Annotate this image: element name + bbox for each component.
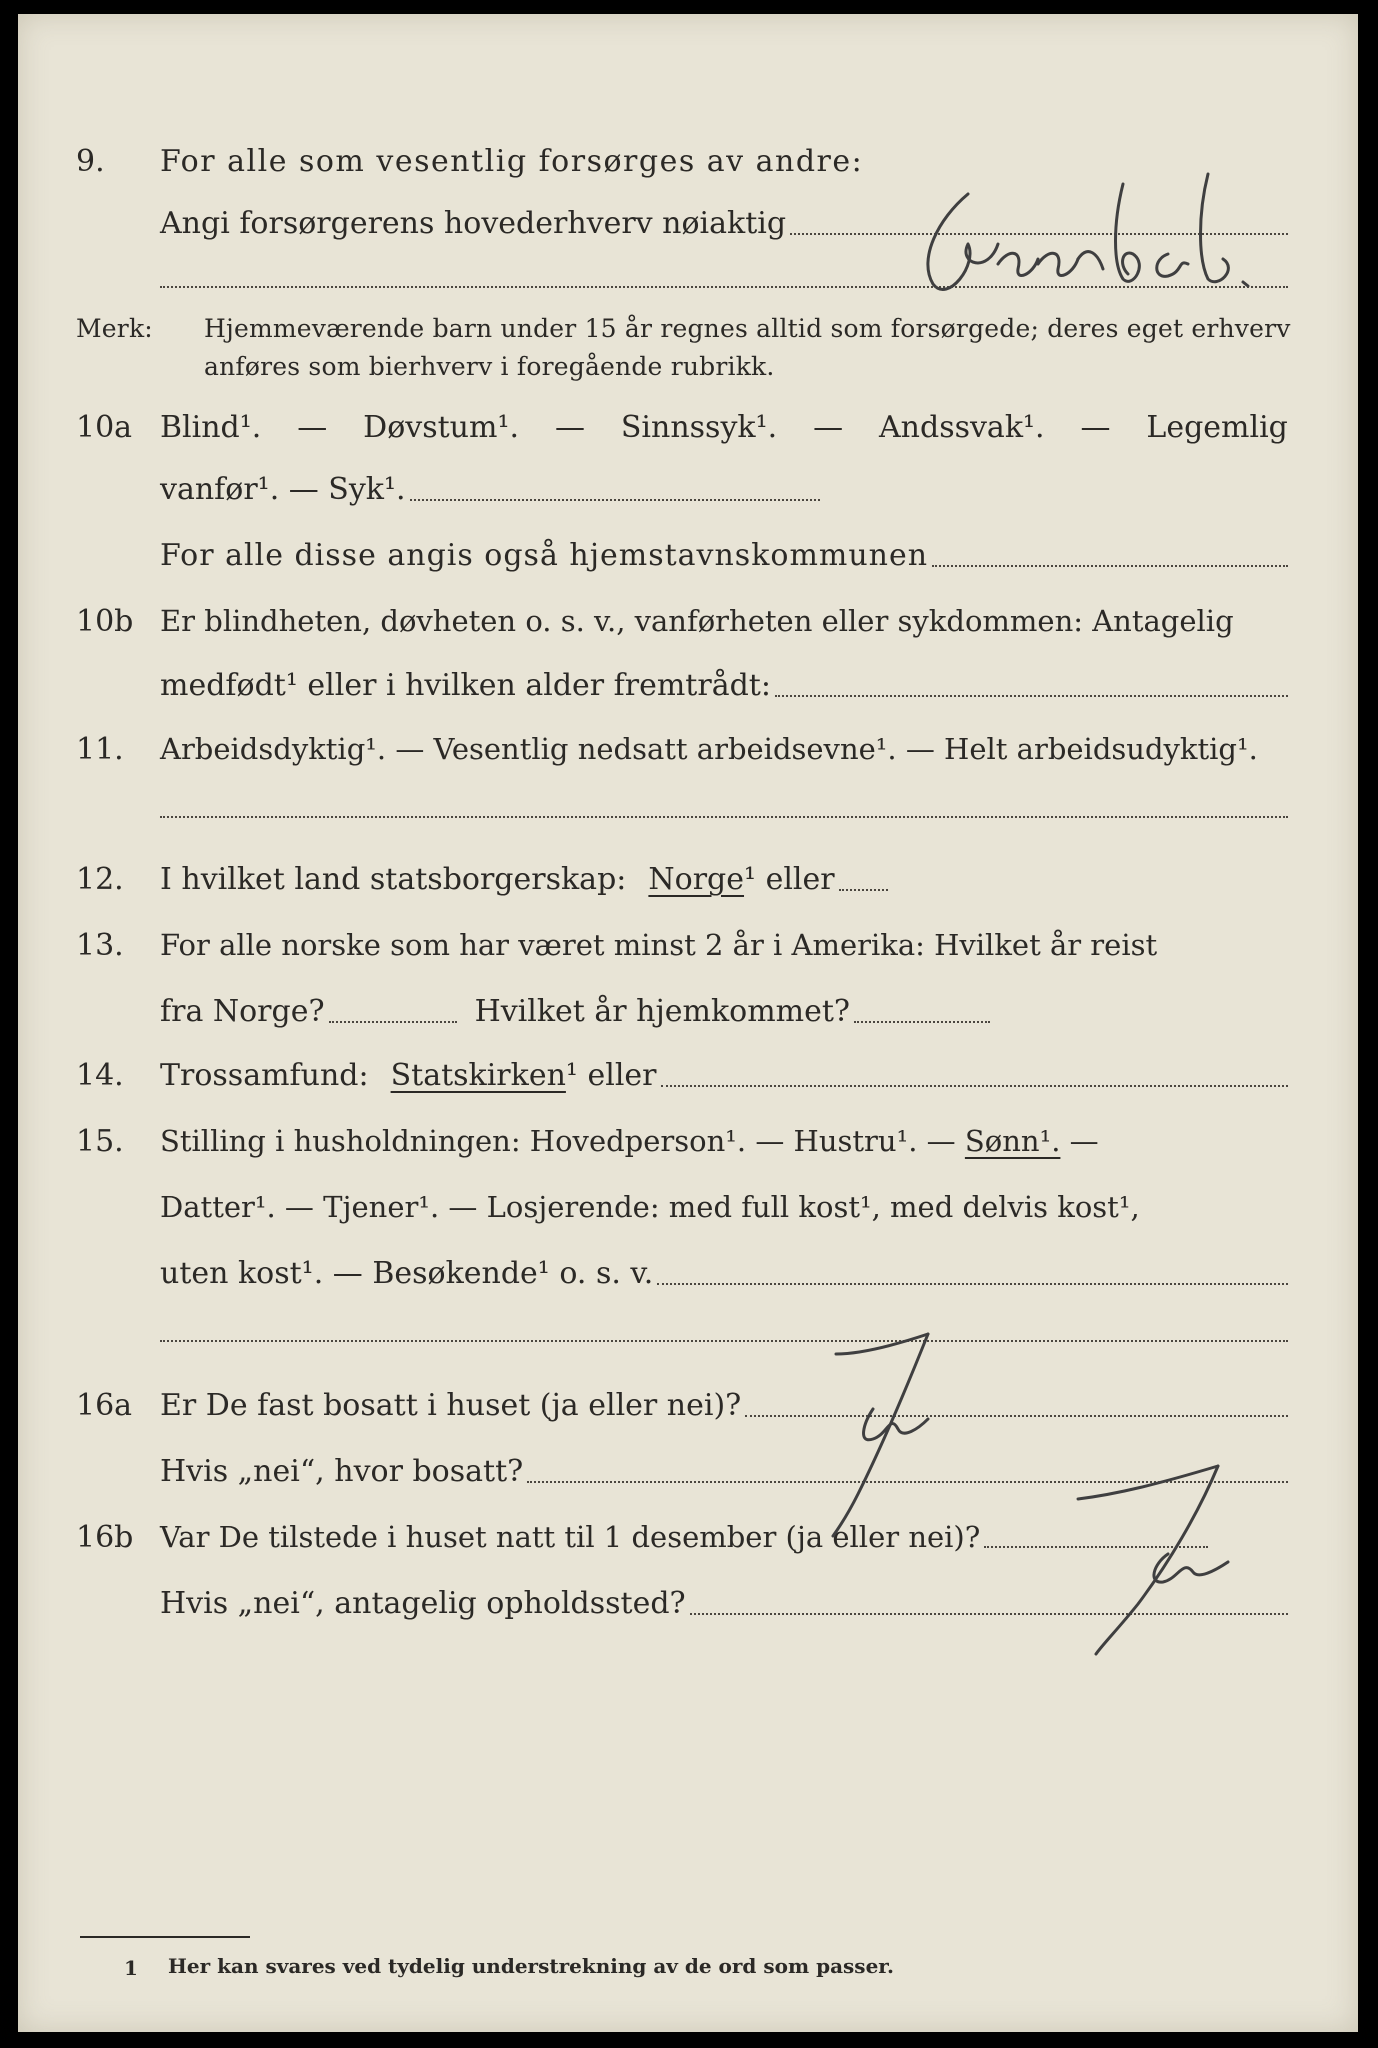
q14-number: 14. [76, 1058, 124, 1093]
q14-suffix: ¹ eller [565, 1058, 657, 1093]
q10a-opt-sinnssyk[interactable]: Sinnssyk¹. [620, 410, 778, 445]
q10a-opt-dovstum[interactable]: Døvstum¹. [363, 410, 520, 445]
q10b-number: 10b [76, 604, 134, 639]
q14-option-statskirken[interactable]: Statskirken [390, 1058, 566, 1093]
q16a-bosatt-line[interactable] [527, 1480, 1288, 1483]
q13-hjemkommet-line[interactable] [854, 1020, 990, 1023]
q11-answer-line[interactable] [160, 816, 1288, 818]
q15-answer-line[interactable] [657, 1282, 1288, 1285]
q14-answer-line[interactable] [661, 1084, 1288, 1087]
footnote-mark: 1 [124, 1956, 138, 1980]
q16b-answer-line[interactable] [984, 1545, 1208, 1548]
q10a-opt-blind[interactable]: Blind¹. [160, 410, 262, 445]
q10a-line2: vanfør¹. — Syk¹. [160, 472, 406, 507]
q16a-number: 16a [76, 1388, 133, 1423]
q9-line2: Angi forsørgerens hovederhverv nøiaktig [160, 206, 787, 241]
q16b-opholdssted-line[interactable] [690, 1612, 1288, 1615]
q13-number: 13. [76, 928, 124, 963]
q15-option-sonn[interactable]: Sønn¹. [964, 1124, 1061, 1158]
q12-prefix: I hvilket land statsborgerskap: [160, 862, 627, 897]
merk-line1: Hjemmeværende barn under 15 år regnes alltid som forsørgede; deres eget erhverv [204, 314, 1291, 343]
q10a-dash-4: — [1080, 410, 1111, 445]
q15-line3: uten kost¹. — Besøkende¹ o. s. v. [160, 1256, 654, 1291]
q10a-options [160, 410, 1288, 445]
q9-answer-line[interactable] [790, 232, 1288, 235]
q13-line2a: fra Norge? [160, 994, 325, 1029]
q16b-number: 16b [76, 1520, 134, 1555]
q12-suffix: ¹ eller [744, 862, 835, 897]
q10a-dash-2: — [554, 410, 585, 445]
q10a-opt-andssvak[interactable]: Andssvak¹. [879, 410, 1045, 445]
q12-answer-line[interactable] [839, 888, 888, 891]
q15-extra-line[interactable] [160, 1340, 1288, 1342]
q13-line1: For alle norske som har været minst 2 år i Amerika: Hvilket år reist [160, 928, 1158, 962]
q9-number: 9. [76, 144, 105, 179]
q10a-number: 10a [76, 410, 133, 445]
q10b-answer-line[interactable] [775, 694, 1288, 697]
footnote-rule [80, 1936, 250, 1938]
q10a-hjemstavn-line[interactable] [932, 564, 1288, 567]
q11-number: 11. [76, 732, 124, 767]
q16a-line2: Hvis „nei“, hvor bosatt? [160, 1454, 524, 1489]
q16a-line1: Er De fast bosatt i huset (ja eller nei)? [160, 1388, 742, 1423]
q16a-handwritten-answer [778, 1314, 978, 1554]
q16a-answer-line[interactable] [745, 1414, 1288, 1417]
q15-number: 15. [76, 1124, 124, 1159]
q10a-syk-line[interactable] [410, 498, 820, 501]
merk-line2: anføres som bierhverv i foregående rubrikk. [204, 352, 775, 381]
merk-label: Merk: [76, 314, 153, 343]
q15-line1a: Stilling i husholdningen: Hovedperson¹. — Hustru¹. — [160, 1124, 956, 1158]
q10a-dash-3: — [813, 410, 844, 445]
q13-reist-line[interactable] [329, 1020, 457, 1023]
q11-line1: Arbeidsdyktig¹. — Vesentlig nedsatt arbeidsevne¹. — Helt arbeidsudyktig¹. [160, 732, 1258, 766]
footnote-text: Her kan svares ved tydelig understrekning av de ord som passer. [168, 1954, 894, 1978]
q10a-opt-legemlig[interactable]: Legemlig [1146, 410, 1288, 445]
q15-line2: Datter¹. — Tjener¹. — Losjerende: med full kost¹, med delvis kost¹, [160, 1190, 1140, 1224]
q10b-line2: medfødt¹ eller i hvilken alder fremtrådt: [160, 668, 771, 703]
q10a-dash-1: — [297, 410, 328, 445]
q16b-line2: Hvis „nei“, antagelig opholdssted? [160, 1586, 686, 1621]
q14-prefix: Trossamfund: [160, 1058, 369, 1093]
q9-extra-line[interactable] [160, 286, 1288, 288]
q15-line1b: — [1069, 1124, 1099, 1158]
q12-option-norge[interactable]: Norge [648, 862, 745, 897]
q10b-line1: Er blindheten, døvheten o. s. v., vanførheten eller sykdommen: Antagelig [160, 604, 1234, 638]
census-form-page [18, 14, 1358, 2032]
q13-line2b: Hvilket år hjemkommet? [474, 994, 851, 1029]
q10a-line3: For alle disse angis også hjemstavnskommunen [160, 538, 929, 573]
q12-number: 12. [76, 862, 124, 897]
q9-line1: For alle som vesentlig forsørges av andre: [160, 144, 864, 179]
q16b-line1: Var De tilstede i huset natt til 1 desember (ja eller nei)? [160, 1520, 981, 1554]
